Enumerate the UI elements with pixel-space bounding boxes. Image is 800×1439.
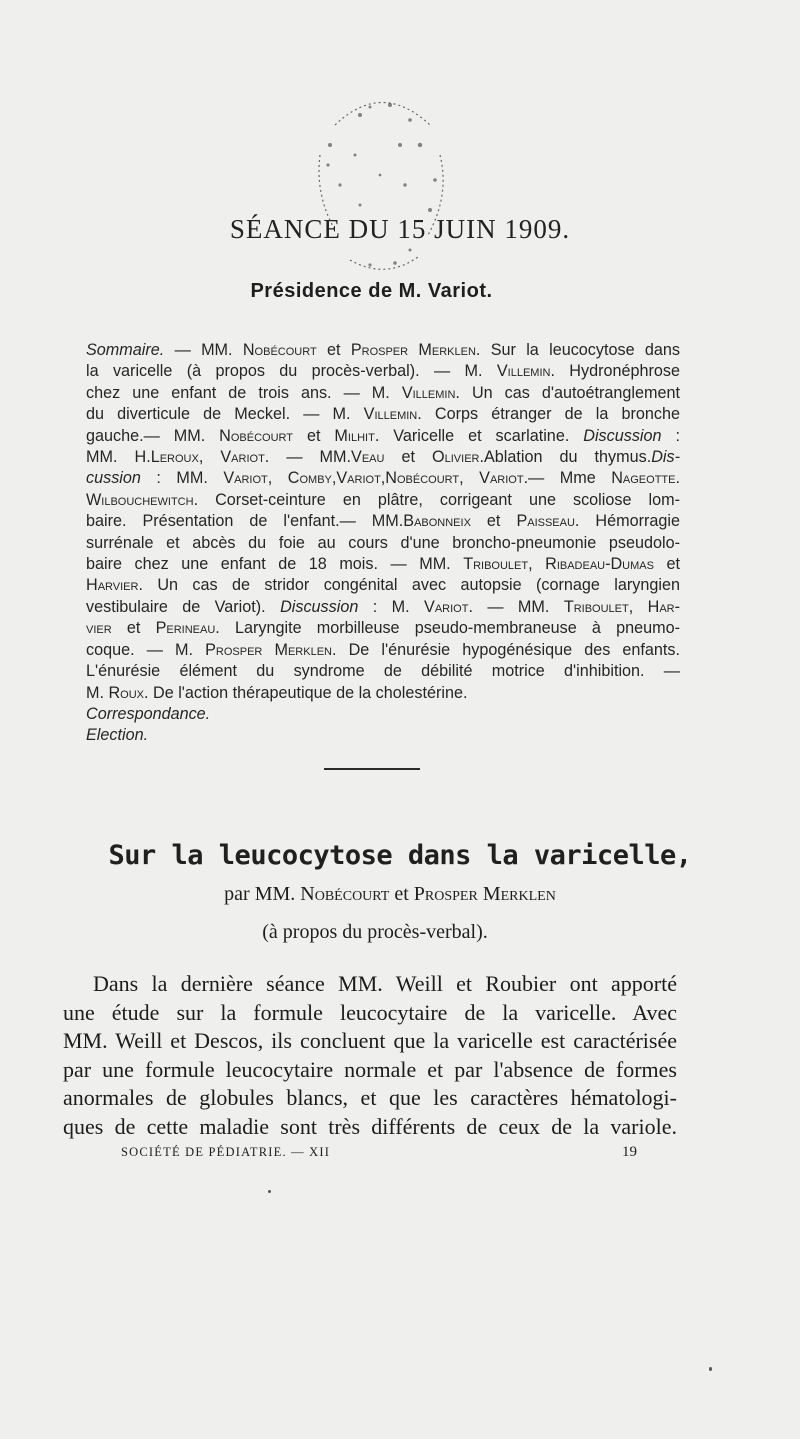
summary-text: chez une enfant de trois ans. — M. — [86, 383, 402, 402]
summary-text: Ribadeau-Dumas — [545, 555, 654, 574]
summary-text: Comby — [287, 469, 332, 488]
summary-text: Triboulet — [563, 597, 629, 616]
summary-line — [86, 361, 680, 382]
author-name: Prosper Merklen — [413, 883, 556, 905]
byline-conjunction: et — [389, 883, 414, 905]
summary-text: et — [653, 555, 680, 574]
summary-text: Discussion — [280, 597, 359, 616]
summary-text: . Varicelle et scarlatine. — [374, 426, 584, 445]
summary-text: . Corps étranger de la bronche — [417, 405, 681, 424]
summary-text: L'énurésie élément du syndrome de débilité motrice d'inhibition. — — [86, 662, 680, 681]
summary-line — [86, 554, 680, 575]
summary-text: du diverticule de Meckel. — M. — [86, 405, 364, 424]
summary-text: Variot — [424, 597, 469, 616]
summary-text: Election. — [86, 726, 149, 745]
summary-text: baire chez une enfant de 18 mois. — MM. — [86, 555, 464, 574]
summary-text: : M. — [358, 597, 425, 616]
summary-text: Correspondance. — [86, 704, 211, 723]
summary-text: Veau — [351, 448, 385, 467]
section-divider — [324, 768, 420, 770]
summary-text: gauche.— MM. — [86, 426, 220, 445]
summary-line — [86, 704, 680, 725]
byline-prefix: par MM. — [224, 883, 301, 905]
summary-text: Variot — [223, 469, 268, 488]
summary-text: baire. Présentation de l'enfant.— MM. — [86, 512, 404, 531]
summary-text: . De l'action thérapeutique de la cholestérine. — [144, 683, 468, 702]
summary-text: Nobécourt — [385, 469, 460, 488]
running-footer: SOCIÉTÉ DE PÉDIATRIE. — XII — [121, 1145, 331, 1159]
summary-line — [86, 340, 680, 361]
summary-text: . Corset-ceinture en plâtre, corrigeant une scoliose lom- — [193, 490, 680, 509]
summary-text: et — [293, 426, 335, 445]
summary-text: . Un cas d'autoétranglement — [455, 383, 680, 402]
sommaire-paragraph — [86, 340, 680, 747]
summary-text: et — [470, 512, 517, 531]
summary-text: cussion — [86, 469, 141, 488]
summary-line — [86, 575, 680, 596]
body-line: une étude sur la formule leucocytaire de la varicelle. Avec — [63, 999, 677, 1025]
summary-text: M. — [86, 683, 109, 702]
summary-text: . Hydronéphrose — [550, 362, 680, 381]
summary-text: , — [528, 555, 546, 574]
presidence-heading: Présidence de M. Variot. — [250, 280, 493, 302]
summary-text: , — [331, 469, 337, 488]
summary-text: Triboulet — [463, 555, 529, 574]
body-line: MM. Weill et Descos, ils concluent que la varicelle est caractérisée — [63, 1028, 677, 1054]
summary-text: : MM. — [140, 469, 224, 488]
summary-line — [86, 447, 680, 468]
body-line: ques de cette maladie sont très différents de ceux de la variole. — [63, 1113, 677, 1139]
summary-line — [86, 383, 680, 404]
summary-line — [86, 661, 680, 682]
summary-line — [86, 683, 680, 704]
summary-text: Har- — [647, 597, 680, 616]
summary-text: . Hémorragie — [574, 512, 680, 531]
body-line: Dans la dernière séance MM. Weill et Roubier ont apporté — [93, 971, 677, 996]
article-subtitle: (à propos du procès-verbal). — [262, 921, 488, 943]
summary-text: . — [675, 469, 680, 488]
summary-text: Prosper Merklen — [350, 341, 476, 359]
article-byline — [0, 883, 780, 906]
summary-text: Olivier — [432, 448, 480, 467]
page-number: 19 — [622, 1144, 637, 1160]
summary-text: et — [316, 341, 351, 359]
paper-speck — [268, 1190, 271, 1193]
summary-text: , — [267, 469, 288, 488]
summary-text: . Laryngite morbilleuse pseudo-membraneuse à pneumo- — [215, 619, 680, 638]
summary-text: , — [198, 448, 221, 467]
summary-line — [86, 511, 680, 532]
article-title: Sur la leucocytose dans la varicelle, — [108, 840, 692, 871]
summary-line — [86, 640, 680, 661]
summary-text: Roux — [108, 683, 145, 702]
summary-text: . — MM. — [468, 597, 564, 616]
summary-text: Variot — [220, 448, 265, 467]
article-body — [63, 970, 677, 1142]
summary-line — [86, 597, 680, 618]
summary-line — [86, 490, 680, 511]
summary-text: Dis- — [651, 448, 681, 467]
summary-text: Perineau — [155, 619, 216, 638]
summary-text: la varicelle (à propos du procès-verbal). — M. — [86, 362, 497, 381]
summary-text: vestibulaire de Variot). — [86, 597, 281, 616]
summary-text: Milhit — [334, 426, 375, 445]
summary-line — [86, 533, 680, 554]
summary-text: Wilbouchewitch — [86, 490, 194, 509]
summary-text: . De l'énurésie hypogénésique des enfants. — [331, 640, 681, 659]
summary-line — [86, 468, 680, 489]
paper-speck — [709, 1367, 712, 1371]
summary-text: Villemin — [363, 405, 418, 424]
summary-text: . — MM. — [264, 448, 352, 467]
summary-text: surrénale et abcès du foie au cours d'une broncho-pneumonie pseudolo- — [86, 533, 680, 552]
summary-text: Sommaire. — [86, 341, 165, 359]
summary-text: .— Mme — [523, 469, 612, 488]
summary-text: Villemin — [401, 383, 456, 402]
summary-text: Variot — [336, 469, 381, 488]
summary-text: . Un cas de stridor congénital avec autopsie (cornage laryngien — [138, 576, 680, 595]
summary-line — [86, 618, 680, 639]
summary-text: Prosper Merklen — [205, 640, 332, 659]
body-line: anormales de globules blancs, et que les caractères hématologi- — [63, 1085, 677, 1111]
library-stamp — [300, 85, 465, 280]
seance-title: SÉANCE DU 15 JUIN 1909. — [229, 214, 571, 244]
summary-text: : — [661, 426, 680, 445]
summary-text: Nobécourt — [219, 426, 294, 445]
summary-text: — MM. — [164, 341, 243, 359]
summary-text: Babonneix — [403, 512, 471, 531]
summary-text: Harvier — [86, 576, 139, 595]
summary-line — [86, 725, 680, 746]
summary-text: Paisseau — [516, 512, 575, 531]
summary-text: , — [459, 469, 480, 488]
summary-line — [86, 426, 680, 447]
summary-text: , — [380, 469, 386, 488]
summary-text: . Sur la leucocytose dans — [475, 341, 680, 359]
summary-text: , — [628, 597, 648, 616]
summary-text: coque. — M. — [86, 640, 206, 659]
summary-text: Discussion — [583, 426, 662, 445]
summary-text: .Ablation du thymus. — [479, 448, 652, 467]
summary-text: Nobécourt — [242, 341, 317, 359]
summary-line — [86, 404, 680, 425]
body-line: par une formule leucocytaire normale et par l'absence de formes — [63, 1056, 677, 1082]
summary-text: Leroux — [150, 448, 199, 467]
summary-text: Nageotte — [611, 469, 676, 488]
author-name: Nobécourt — [300, 883, 390, 905]
summary-text: Variot — [479, 469, 524, 488]
summary-text: Villemin — [496, 362, 551, 381]
summary-text: vier — [86, 619, 112, 638]
summary-text: MM. H. — [86, 448, 151, 467]
summary-text: et — [111, 619, 156, 638]
summary-text: et — [384, 448, 433, 467]
